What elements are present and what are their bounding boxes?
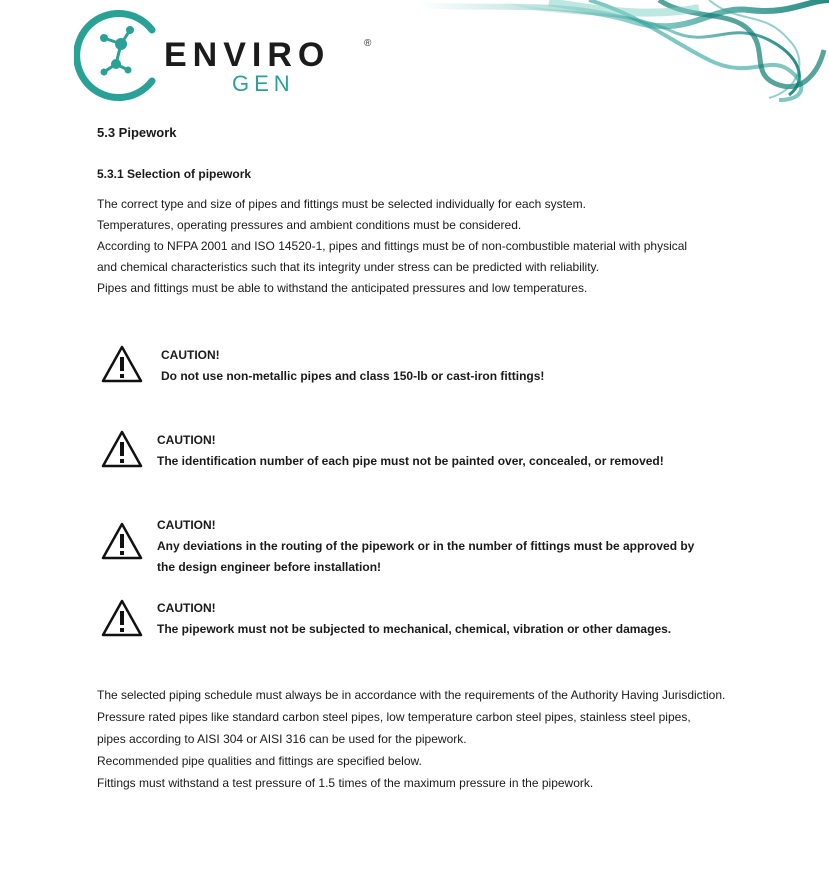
registered-mark: ® xyxy=(364,38,372,49)
caution-line: the design engineer before installation! xyxy=(157,560,382,574)
caution-heading: CAUTION! xyxy=(157,518,216,532)
section-title: 5.3 Pipework xyxy=(97,125,177,140)
intro-paragraph xyxy=(97,194,797,299)
caution-line: The identification number of each pipe must not be painted over, concealed, or removed! xyxy=(157,454,664,468)
closing-line: Pressure rated pipes like standard carbon steel pipes, low temperature carbon steel pipes, stainless steel pipes, xyxy=(97,710,691,724)
section-content xyxy=(97,125,797,299)
warning-icon xyxy=(100,521,144,561)
caution-text xyxy=(157,430,664,472)
caution-heading: CAUTION! xyxy=(157,433,216,447)
closing-line: Recommended pipe qualities and fittings are specified below. xyxy=(97,754,422,768)
caution-text xyxy=(157,515,694,578)
warning-icon xyxy=(100,429,144,469)
caution-heading: CAUTION! xyxy=(157,601,216,615)
intro-line: The correct type and size of pipes and fittings must be selected individually for each system. xyxy=(97,197,586,211)
warning-icon xyxy=(100,598,144,638)
intro-line: Temperatures, operating pressures and ambient conditions must be considered. xyxy=(97,218,522,232)
warning-icon xyxy=(100,344,144,384)
intro-line: and chemical characteristics such that its integrity under stress can be predicted with reliability. xyxy=(97,260,600,274)
brand-name: ENVIRO xyxy=(164,36,331,74)
section-subtitle: 5.3.1 Selection of pipework xyxy=(97,167,252,181)
closing-line: The selected piping schedule must always be in accordance with the requirements of the Authority Having Jurisdiction. xyxy=(97,688,726,702)
molecule-logo-icon xyxy=(74,8,170,103)
closing-paragraph xyxy=(97,684,725,794)
brand-subname: GEN xyxy=(232,71,295,96)
intro-line: According to NFPA 2001 and ISO 14520-1, pipes and fittings must be of non-combustible material with physical xyxy=(97,239,688,253)
intro-line: Pipes and fittings must be able to withstand the anticipated pressures and low temperatures. xyxy=(97,281,588,295)
caution-heading: CAUTION! xyxy=(161,348,220,362)
caution-line: Any deviations in the routing of the pipework or in the number of fittings must be approved by xyxy=(157,539,695,553)
closing-line: pipes according to AISI 304 or AISI 316 can be used for the pipework. xyxy=(97,732,467,746)
caution-text xyxy=(157,598,671,640)
caution-line: The pipework must not be subjected to mechanical, chemical, vibration or other damages. xyxy=(157,622,672,636)
caution-text xyxy=(161,345,544,387)
smoke-header-art xyxy=(409,0,829,110)
caution-line: Do not use non-metallic pipes and class 150-lb or cast-iron fittings! xyxy=(161,369,545,383)
closing-line: Fittings must withstand a test pressure of 1.5 times of the maximum pressure in the pipework. xyxy=(97,776,594,790)
brand-logo xyxy=(74,8,394,103)
